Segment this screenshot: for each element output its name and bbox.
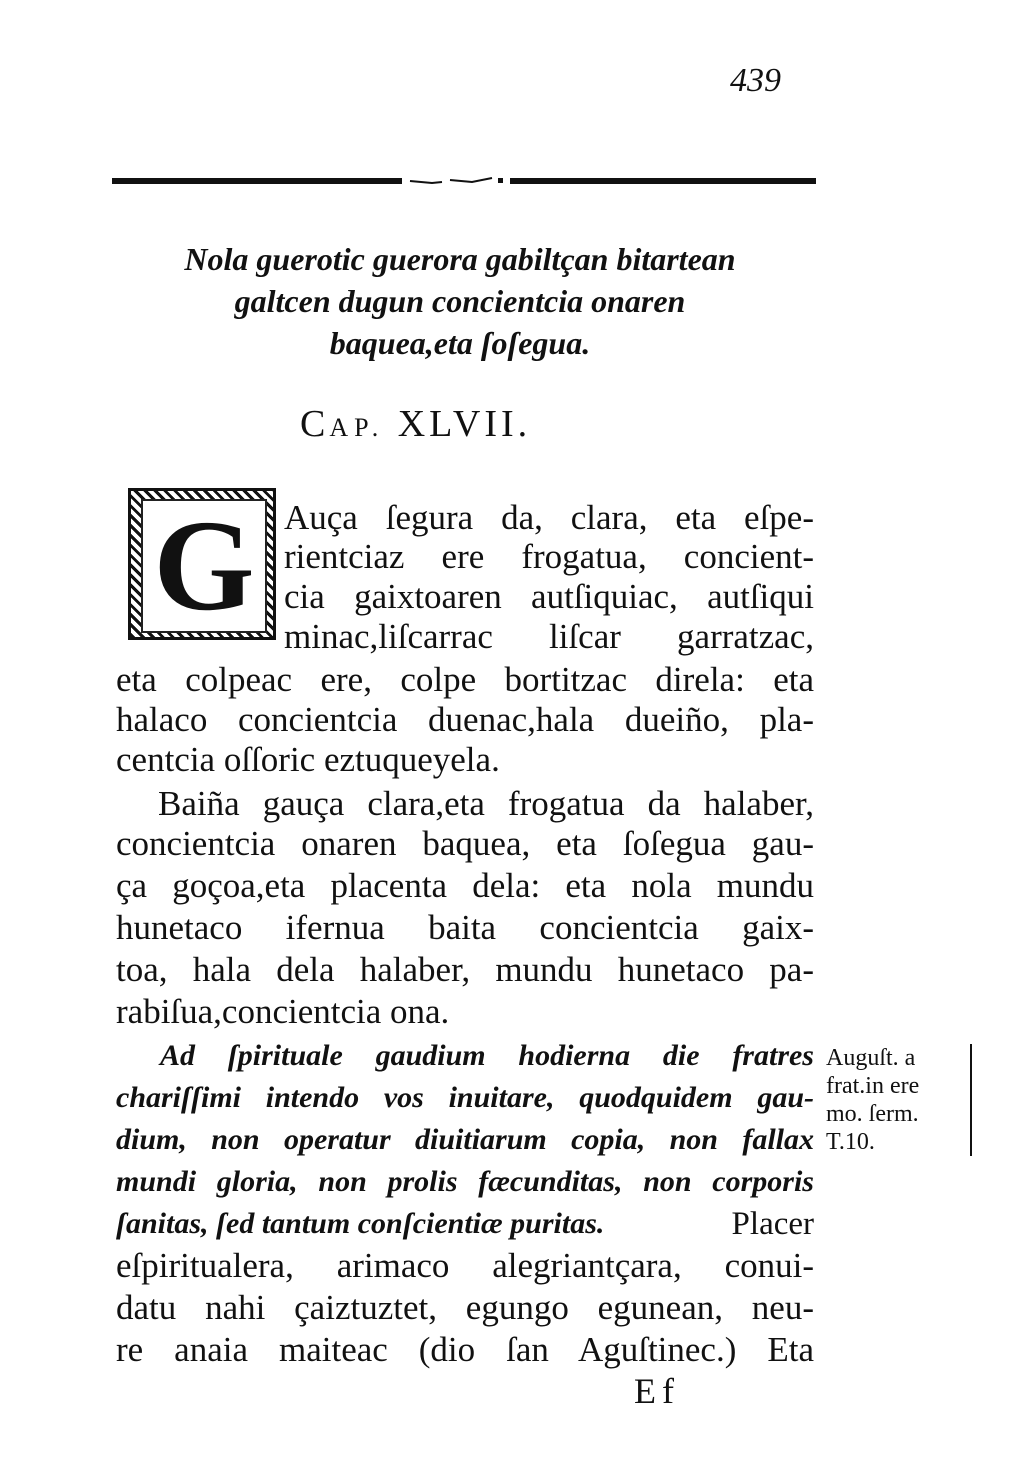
text-line: datu nahi çaiztuztet, egungo egunean, neu- xyxy=(116,1288,814,1327)
text-line: halaco concientcia duenac,hala dueiño, pla- xyxy=(116,700,814,739)
latin-line: Ad ſpirituale gaudium hodierna die fratres xyxy=(160,1039,814,1072)
text-line: hunetaco ifernua baita concientcia gaix- xyxy=(116,908,814,947)
chapter-cap-rest: AP. xyxy=(329,413,385,442)
margin-note xyxy=(826,1044,972,1156)
margin-note-line: mo. ſerm. xyxy=(826,1101,919,1127)
ornamental-rule xyxy=(112,176,816,185)
heading-line: galtcen dugun concientcia onaren xyxy=(234,283,686,319)
chapter-number xyxy=(300,402,660,446)
heading-line: baquea,eta ſoſegua. xyxy=(329,325,591,361)
latin-line: mundi gloria, non prolis fæcunditas, non corporis xyxy=(116,1165,814,1198)
mixed-line xyxy=(116,1204,814,1244)
catchword: Ef xyxy=(634,1371,680,1411)
initial-letter: G xyxy=(153,494,255,638)
latin-line: chariſſimi intendo vos inuitare, quodquidem gau- xyxy=(116,1081,814,1114)
text-line: cia gaixtoaren autſiquiac, autſiqui xyxy=(284,577,814,616)
basque-fragment: Placer xyxy=(731,1206,814,1242)
margin-note-line: T.10. xyxy=(826,1129,875,1155)
text-line: Auça ſegura da, clara, eta eſpe- xyxy=(284,498,814,537)
chapter-numeral: XLVII. xyxy=(397,403,532,445)
text-line: re anaia maiteac (dio ſan Aguſtinec.) Eta xyxy=(116,1330,814,1369)
latin-fragment: ſanitas, ſed tantum conſcientiæ puritas. xyxy=(116,1207,605,1240)
margin-note-line: frat.in ere xyxy=(826,1073,920,1099)
decorated-initial xyxy=(128,488,276,640)
text-line: concientcia onaren baquea, eta ſoſegua gau- xyxy=(116,824,814,863)
chapter-heading xyxy=(130,238,790,364)
page-number: 439 xyxy=(730,62,781,99)
heading-line: Nola guerotic guerora gabiltçan bitartean xyxy=(184,241,736,277)
text-line: centcia oſſoric eztuqueyela. xyxy=(116,740,500,779)
margin-note-line: Auguſt. a xyxy=(826,1045,916,1071)
text-line: rabiſua,concientcia ona. xyxy=(116,992,450,1031)
text-line: eſpiritualera, arimaco alegriantçara, conui- xyxy=(116,1246,814,1285)
text-line: Baiña gauça clara,eta frogatua da halaber, xyxy=(158,784,814,823)
text-line: rientciaz ere frogatua, concient- xyxy=(284,537,814,576)
chapter-cap-initial: C xyxy=(300,403,330,445)
latin-line: dium, non operatur diuitiarum copia, non fallax xyxy=(116,1123,814,1156)
text-line: toa, hala dela halaber, mundu hunetaco pa- xyxy=(116,950,814,989)
text-line: ça goçoa,eta placenta dela: eta nola mundu xyxy=(116,866,814,905)
text-line: eta colpeac ere, colpe bortitzac direla: eta xyxy=(116,660,814,699)
initial-frame xyxy=(141,494,267,638)
text-line: minac,liſcarrac liſcar garratzac, xyxy=(284,617,814,656)
